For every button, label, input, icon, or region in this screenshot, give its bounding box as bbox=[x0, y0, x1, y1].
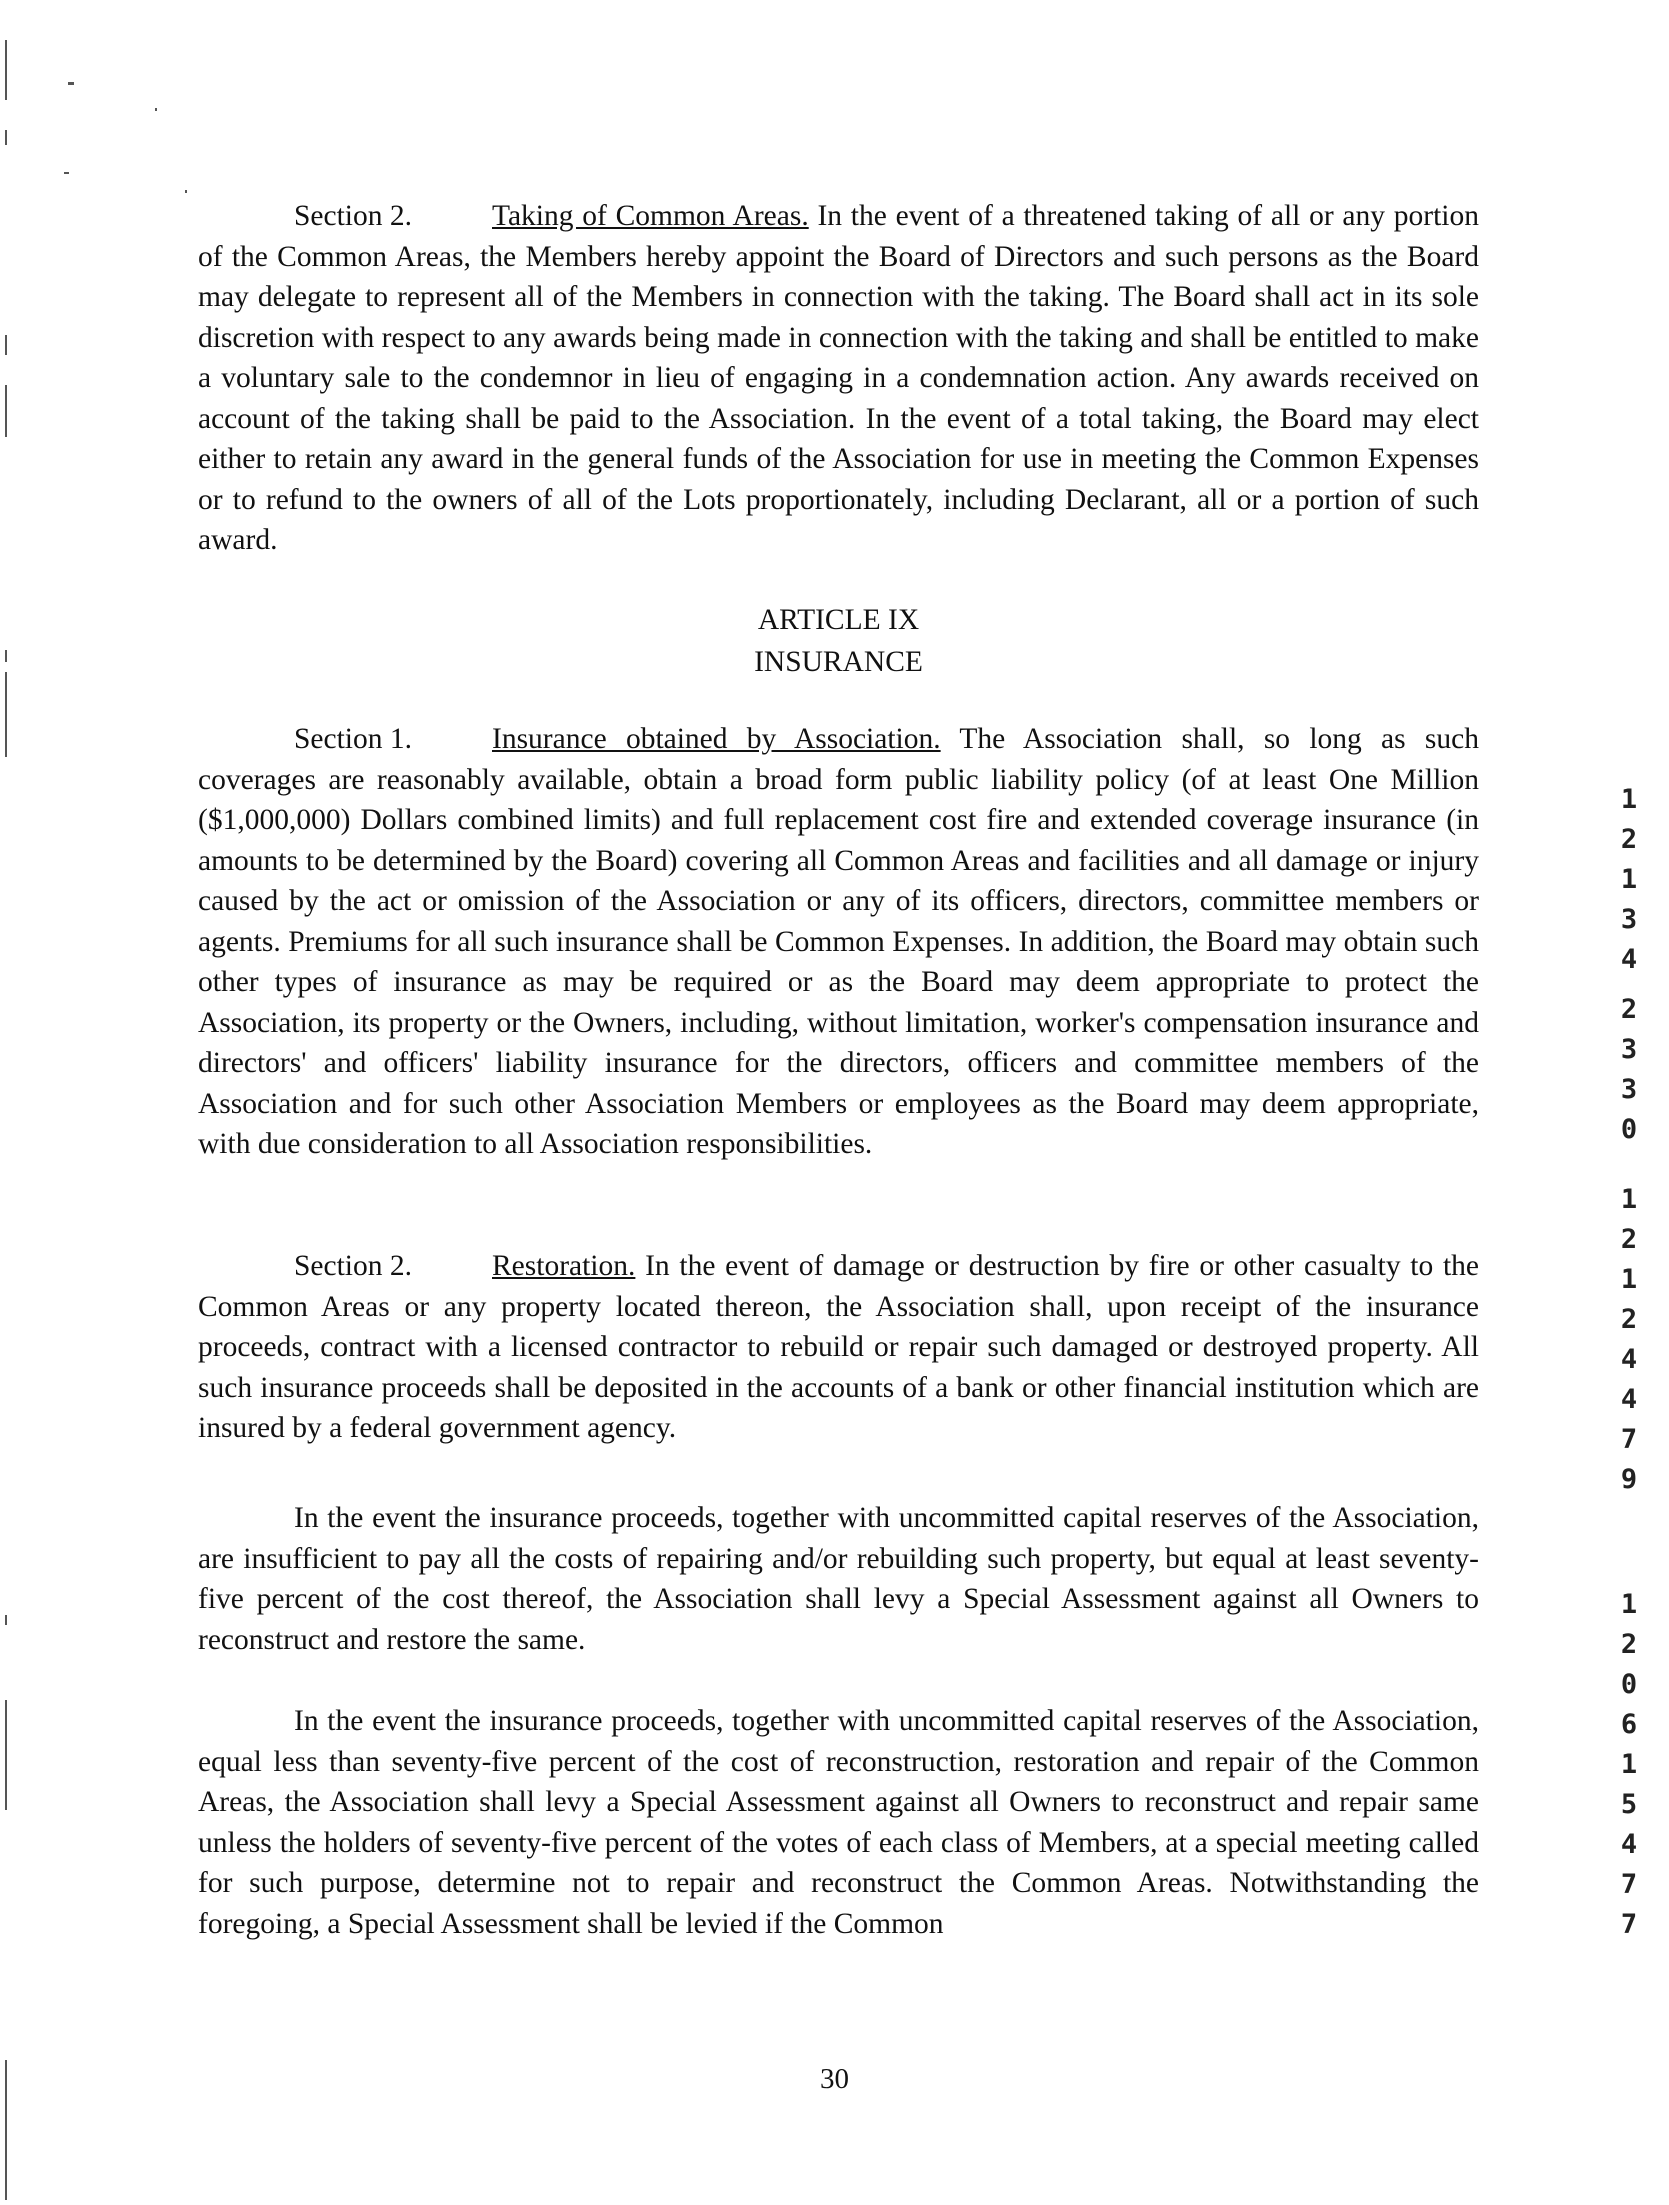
body-paragraph: In the event the insurance proceeds, together with uncommitted capital reserves of the Association, equal less than seventy-five percent of the cost of reconstruction, restoration and repair of the Common Areas, the Association shall levy a Special Assessment against all Owners to reconstruct and repair same unless the holders of seventy-five percent of the votes of each class of Members, at a special meeting called for such purpose, determine not to repair and reconstruct the Common Areas. Notwithstanding the foregoing, a Special Assessment shall be levied if the Common bbox=[198, 1705, 1479, 1940]
recording-digit: 2 bbox=[1620, 994, 1638, 1025]
recording-number-group bbox=[1611, 1180, 1647, 1500]
recording-digit: 2 bbox=[1620, 1224, 1638, 1255]
recording-number-group bbox=[1611, 780, 1647, 980]
section-number: Section 2. bbox=[294, 200, 412, 232]
article-heading: ARTICLE IX bbox=[757, 604, 920, 636]
recording-digit: 4 bbox=[1620, 1344, 1638, 1375]
recording-number-group bbox=[1611, 1585, 1647, 1945]
recording-number-group bbox=[1611, 990, 1647, 1150]
recording-digit: 1 bbox=[1620, 1749, 1638, 1780]
recording-digit: 1 bbox=[1620, 1589, 1638, 1620]
scan-mark bbox=[155, 108, 157, 111]
body-paragraph: In the event the insurance proceeds, together with uncommitted capital reserves of the Association, are insufficient to pay all the costs of repairing and/or rebuilding such property, but equal at least seventy-five percent of the cost thereof, the Association shall levy a Special Assessment against all Owners to reconstruct and restore the same. bbox=[198, 1502, 1479, 1656]
scan-mark bbox=[185, 190, 187, 193]
page-number: 30 bbox=[820, 2063, 849, 2095]
scan-mark bbox=[5, 650, 7, 662]
recording-digit: 7 bbox=[1620, 1909, 1638, 1940]
scan-mark bbox=[5, 130, 7, 145]
scan-mark bbox=[5, 672, 7, 757]
recording-digit: 1 bbox=[1620, 1264, 1638, 1295]
article-subheading: INSURANCE bbox=[754, 646, 923, 678]
recording-digit: 1 bbox=[1620, 784, 1638, 815]
recording-digit: 7 bbox=[1620, 1424, 1638, 1455]
recording-digit: 2 bbox=[1620, 824, 1638, 855]
recording-digit: 4 bbox=[1620, 1384, 1638, 1415]
recording-digit: 2 bbox=[1620, 1304, 1638, 1335]
recording-digit: 3 bbox=[1620, 904, 1638, 935]
recording-digit: 5 bbox=[1620, 1789, 1638, 1820]
scan-mark bbox=[5, 1700, 7, 1810]
scan-mark bbox=[5, 335, 7, 355]
recording-digit: 4 bbox=[1620, 944, 1638, 975]
recording-digit: 0 bbox=[1620, 1114, 1638, 1145]
scan-mark bbox=[5, 1615, 7, 1625]
section-restoration-paragraph bbox=[198, 1246, 1479, 1449]
recording-digit: 6 bbox=[1620, 1709, 1638, 1740]
recording-digit: 4 bbox=[1620, 1829, 1638, 1860]
section-taking-paragraph bbox=[198, 196, 1479, 561]
section-body: The Association shall, so long as such coverages are reasonably available, obtain a broad form public liability policy (of at least One Million ($1,000,000) Dollars combined limits) and full replacement cost fire and extended coverage insurance (in amounts to be determined by the Board) covering all Common Areas and facilities and all damage or injury caused by the act or omission of the Association or any of its officers, directors, committee members or agents. Premiums for all such insurance shall be Common Expenses. In addition, the Board may obtain such other types of insurance as may be required or as the Board may deem appropriate to protect the Association, its property or the Owners, including, without limitation, worker's compensation insurance and directors' and officers' liability insurance for the directors, officers and committee members of the Association and for such other Association Members or employees as the Board may deem appropriate, with due consideration to all Association responsibilities. bbox=[198, 723, 1479, 1160]
section-number: Section 2. bbox=[294, 1250, 412, 1282]
section-number: Section 1. bbox=[294, 723, 412, 755]
recording-digit: 7 bbox=[1620, 1869, 1638, 1900]
recording-digit: 3 bbox=[1620, 1074, 1638, 1105]
recording-digit: 2 bbox=[1620, 1629, 1638, 1660]
scan-mark bbox=[5, 40, 7, 100]
scan-mark bbox=[5, 385, 7, 437]
section-title: Restoration. bbox=[492, 1250, 636, 1282]
section-title: Insurance obtained by Association. bbox=[492, 723, 941, 755]
recording-digit: 9 bbox=[1620, 1464, 1638, 1495]
recording-digit: 1 bbox=[1620, 864, 1638, 895]
recording-digit: 0 bbox=[1620, 1669, 1638, 1700]
section-title: Taking of Common Areas. bbox=[492, 200, 809, 232]
section-insurance-paragraph bbox=[198, 719, 1479, 1165]
scan-mark bbox=[64, 172, 69, 174]
scan-mark bbox=[68, 82, 74, 85]
recording-digit: 1 bbox=[1620, 1184, 1638, 1215]
section-body: In the event of damage or destruction by fire or other casualty to the Common Areas or any property located thereon, the Association shall, upon receipt of the insurance proceeds, contract with a licensed contractor to rebuild or repair such damaged or destroyed property. All such insurance proceeds shall be deposited in the accounts of a bank or other financial institution which are insured by a federal government agency. bbox=[198, 1250, 1479, 1444]
recording-digit: 3 bbox=[1620, 1034, 1638, 1065]
section-body: In the event of a threatened taking of all or any portion of the Common Areas, the Members hereby appoint the Board of Directors and such persons as the Board may delegate to represent all of the Members in connection with the taking. The Board shall act in its sole discretion with respect to any awards being made in connection with the taking and shall be entitled to make a voluntary sale to the condemnor in lieu of engaging in a condemnation action. Any awards received on account of the taking shall be paid to the Association. In the event of a total taking, the Board may elect either to retain any award in the general funds of the Association for use in meeting the Common Expenses or to refund to the owners of all of the Lots proportionately, including Declarant, all or a portion of such award. bbox=[198, 200, 1480, 556]
